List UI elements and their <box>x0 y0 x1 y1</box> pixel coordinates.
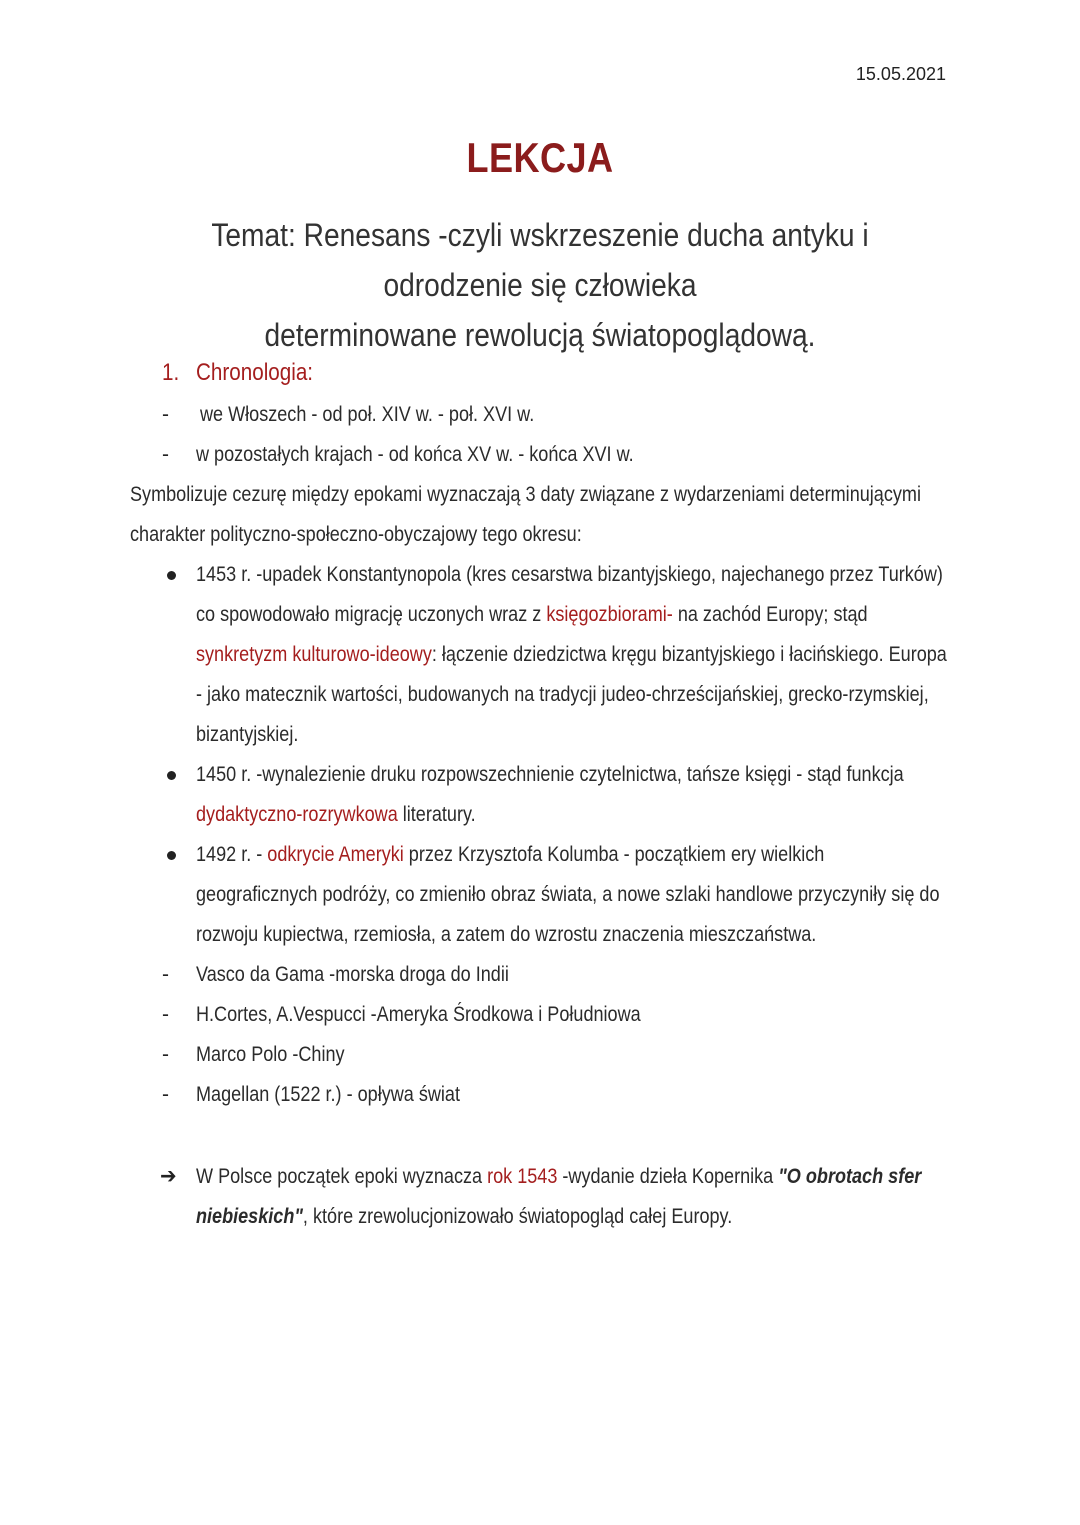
bullet-1-line: bizantyjskiej. <box>196 723 299 746</box>
explorer-item: Magellan (1522 r.) - opływa świat <box>196 1083 461 1106</box>
text-segment: przez Krzysztofa Kolumba - początkiem ery wielkich <box>403 843 825 866</box>
text-segment: na zachód Europy; stąd <box>672 603 868 626</box>
paragraph-line: charakter polityczno-społeczno-obyczajowy tego okresu: <box>130 523 582 546</box>
highlight-america: odkrycie Ameryki <box>267 843 404 866</box>
lesson-topic <box>162 210 919 360</box>
highlight-book-collections: księgozbiorami- <box>546 603 673 626</box>
text-segment: literatury. <box>397 803 476 826</box>
highlight-didactic: dydaktyczno-rozrywkowa <box>196 803 398 826</box>
topic-line-2: determinowane rewolucją światopoglądową. <box>264 317 816 353</box>
bullet-icon <box>167 851 176 860</box>
date: 15.05.2021 <box>855 64 946 84</box>
dash-icon: - <box>162 1083 169 1106</box>
bullet-icon <box>167 771 176 780</box>
bullet-3-line <box>196 835 824 875</box>
dash-icon: - <box>162 1043 169 1066</box>
bullet-1-line <box>196 635 947 675</box>
highlight-year-1543: rok 1543 <box>487 1165 558 1188</box>
paragraph-line: Symbolizuje cezurę między epokami wyznaczają 3 daty związane z wydarzeniami determinującymi <box>130 483 921 506</box>
explorer-item: Marco Polo -Chiny <box>196 1043 345 1066</box>
dash-item: we Włoszech - od poł. XIV w. - poł. XVI w. <box>200 403 535 426</box>
section-heading: Chronologia: <box>196 359 314 386</box>
bullet-1-line: - jako matecznik wartości, budowanych na tradycji judeo-chrześcijańskiej, grecko-rzymskiej, <box>196 683 929 706</box>
text-segment: 1492 r. - <box>196 843 268 866</box>
dash-item: w pozostałych krajach - od końca XV w. - końca XVI w. <box>196 443 634 466</box>
topic-line-1: Temat: Renesans -czyli wskrzeszenie ducha antyku i odrodzenie się człowieka <box>211 217 869 303</box>
bullet-3-line: geograficznych podróży, co zmieniło obraz świata, a nowe szlaki handlowe przyczyniły się do <box>196 883 940 906</box>
text-segment: co spowodowało migrację uczonych wraz z <box>196 603 547 626</box>
highlight-syncretism: synkretyzm kulturowo-ideowy <box>196 643 432 666</box>
dash-icon: - <box>162 1003 169 1026</box>
book-title-part: niebieskich" <box>196 1205 303 1228</box>
bullet-1-line: 1453 r. -upadek Konstantynopola (kres cesarstwa bizantyjskiego, najechanego przez Turków) <box>196 563 943 586</box>
bullet-2-line <box>196 795 476 835</box>
text-segment: : łączenie dziedzictwa kręgu bizantyjskiego i łacińskiego. Europa <box>431 643 947 666</box>
bullet-2-line: 1450 r. -wynalezienie druku rozpowszechnienie czytelnictwa, tańsze księgi - stąd funkcja <box>196 763 904 786</box>
bullet-icon <box>167 571 176 580</box>
poland-line <box>196 1157 921 1197</box>
dash-icon: - <box>162 443 169 466</box>
text-segment: -wydanie dzieła Kopernika <box>557 1165 779 1188</box>
text-segment: W Polsce początek epoki wyznacza <box>196 1165 488 1188</box>
explorer-item: H.Cortes, A.Vespucci -Ameryka Środkowa i Południowa <box>196 1003 641 1026</box>
explorer-item: Vasco da Gama -morska droga do Indii <box>196 963 509 986</box>
text-segment: , które zrewolucjonizowało światopogląd całej Europy. <box>302 1205 733 1228</box>
lesson-title: LEKCJA <box>466 134 614 181</box>
book-title-part: "O obrotach sfer <box>778 1165 922 1188</box>
dash-icon: - <box>162 963 169 986</box>
section-number: 1. <box>162 359 180 386</box>
poland-line <box>196 1197 732 1237</box>
bullet-3-line: rozwoju kupiectwa, rzemiosła, a zatem do wzrostu znaczenia mieszczaństwa. <box>196 923 817 946</box>
right-arrow-icon: ➔ <box>160 1163 177 1188</box>
dash-icon: - <box>162 403 169 426</box>
bullet-1-line <box>196 595 868 635</box>
